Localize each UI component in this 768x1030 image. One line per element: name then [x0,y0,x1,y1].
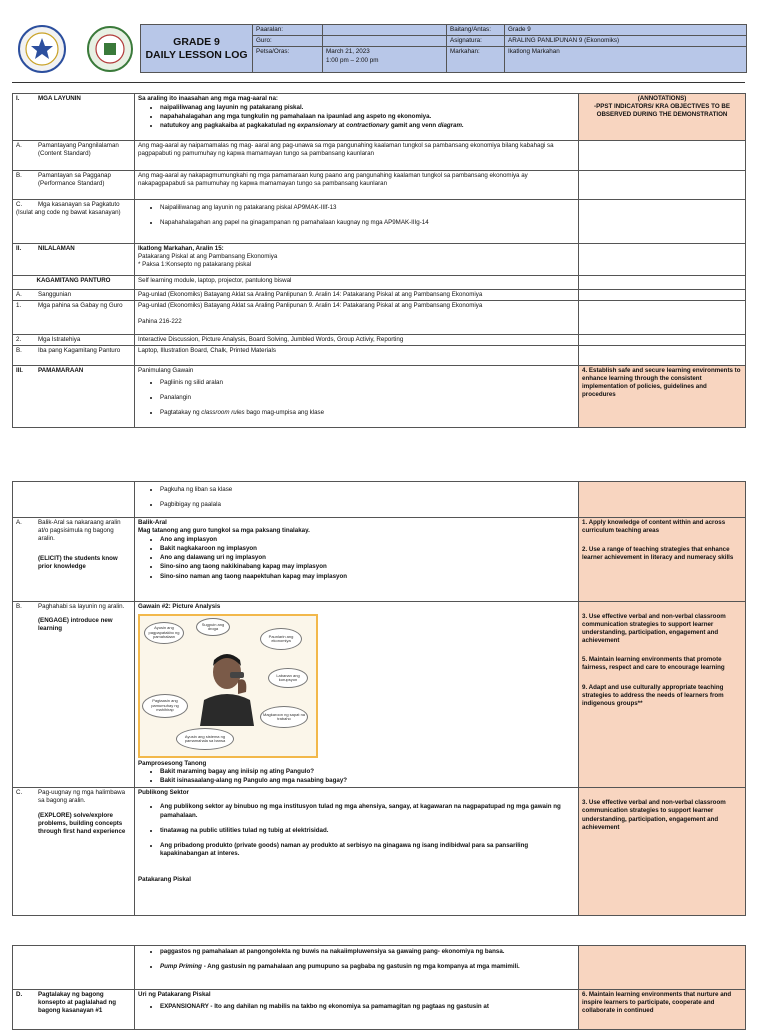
empty-label-top3 [13,946,135,990]
kagamitang-panturo-text: Self learning module, laptop, projector, pantulong biswal [135,276,579,290]
layunin-3d: contractionary [346,122,390,130]
balik-aral-annotations [579,518,746,602]
title-line2: DAILY LESSON LOG [145,48,248,61]
markahan-label: Markahan: [447,47,505,73]
top3-2b: - Ang gastusin ng pamahalaan ang pumupuno sa pagbaba ng gastusin ng mga kompanya at mga mamimili. [203,963,520,971]
b2a-q4: • Sino-sino ang taong nakikinabang kapag may implasyon [160,563,575,571]
petsa-label: Petsa/Oras: [253,47,323,73]
b2b-prose-1: • Bakit maraming bagay ang iniisip ng ating Pangulo? [160,768,575,776]
oras-value: 1:00 pm – 2:00 pm [326,56,379,64]
annotations-title: (ANNOTATIONS) [637,95,687,102]
paaralan-label: Paaralan: [253,25,323,36]
bubble-4: Labanan ang korupsyon [268,668,308,688]
b2a-q3: • Ano ang dalawang uri ng implasyon [160,554,575,562]
b2c-item-3: • Ang pribadong produkto (private goods) naman ay produkto at serbisyo na ginagawa ng isang indibidwal para sa pansariling kapakinabangan at interes. [160,842,575,858]
top3-2a: Pump Priming [160,963,202,971]
top3-content [135,946,579,990]
ii-label: NILALAMAN [38,245,75,252]
a-label: Pamantayang Pangnilalaman (Content Standard) [38,142,119,158]
b-num: B. [16,172,22,179]
title-cell [141,25,253,73]
annotations-sub: -PPST INDICATORS/ KRA OBJECTIVES TO BE OBSERVED DURING THE DEMONSTRATION [594,103,730,119]
b2b-engage: (ENGAGE) introduce new learning [38,617,113,633]
iba-pang-label-cell [13,346,135,366]
bubble-1: Ayusin ang pagpapatakbo ng pamahalaan [144,622,184,644]
gabay-text: Pag-unlad (Ekonomiks) Batayang Aklat sa Araling Panlipunan 9. Aralin 14: Patakarang Piskal at ang Pambansang Ekonomiya [138,302,483,310]
ii-title: Ikatlong Markahan, Aralin 15: [138,245,224,252]
empty-anno-a [579,141,746,171]
performance-standard-label-cell [13,171,135,200]
content-standard-text: Ang mag-aaral ay naipamamalas ng mag- aaral ang pag-unawa sa mga pangunahing kaalaman tungkol sa pambansang ekonomiya bilang kabahagi sa pagpapabuti ng pamumuhay ng kapwa mamamayan tungo sa pambansang kaunlaran [135,141,579,171]
layunin-label: MGA LAYUNIN [38,95,81,102]
ib-num: B. [16,347,22,355]
petsa-value: March 21, 2023 [326,48,370,56]
kagamitang-panturo-label: KAGAMITANG PANTURO [13,276,135,290]
bubble-5: Pagtaasin ang pamumuhay ng mahihirap [142,694,188,718]
b2b-label: Paghahabi sa layunin ng aralin. [38,603,125,611]
st-label: Mga Istratehiya [38,336,81,344]
b2c-label: Pag-uugnay ng mga halimbawa sa bagong aralin. [38,789,126,805]
layunin-num: I. [16,95,20,102]
g-num: 1. [16,302,22,310]
nilalaman-label-cell [13,244,135,276]
top3-item-2 [160,963,575,971]
ii-num: II. [16,245,22,252]
b2b-anno9: 9. Adapt and use culturally appropriate teaching strategies to address the needs of learners from indigenous groups** [582,683,724,707]
b2b-prose-title: Pamprosesong Tanong [138,760,207,768]
b2c-item-1: • Ang publikong sektor ay binubuo ng mga institusyon tulad ng mga ahensiya, sangay, at kagawaran na nagpapatupad ng mga gawain ng pamahalaan. [160,803,575,819]
lesson-table-3 [12,945,746,1030]
ii-line3: * Paksa 1:Konsepto ng patakarang piskal [138,261,252,269]
header-table [140,24,747,73]
ii-line2: Patakarang Piskal at ang Pambansang Ekonomiya [138,253,278,261]
bubble-7: Ayusin ang sistema ng pamamahala sa bansa [176,728,234,750]
top2-item-1: • Pagkuha ng liban sa klase [160,486,575,494]
pag-uugnay-label-cell [13,788,135,916]
empty-anno-ii [579,244,746,276]
gabay-page: Pahina 216-222 [138,318,182,326]
lesson-table-2 [12,481,746,916]
kasanayan-item-1: • Naipaliliwanag ang layunin ng patakarang piskal AP9MAK-IIIf-13 [160,204,575,212]
c-num: C. [16,201,23,208]
layunin-item-1: • naipaliliwanag ang layunin ng patakarang piskal. [160,104,575,112]
b2b-prose-2: • Bakit isinasaalang-alang ng Pangulo ang mga nasabing bagay? [160,777,575,785]
logo-school [84,24,136,74]
b2b-title: Gawain #2: Picture Analysis [138,603,221,611]
bubble-2: Sugpuin ang droga [196,618,230,636]
pamamaraan-content [135,366,579,428]
b2a-num: A. [16,519,22,527]
iii-item-1: • Pagliinis ng silid aralan [160,379,575,387]
b2a-elicit: (ELICIT) the students know prior knowledge [38,555,118,571]
pag-uugnay-content [135,788,579,916]
bubble-3: Paunlarin ang ekonomiya [260,628,302,650]
title-line1: GRADE 9 [173,35,220,48]
b3d-title: Uri ng Patakarang Piskal [138,991,211,998]
ib-label: Iba pang Kagamitang Panturo [38,347,121,355]
b2c-explore: (EXPLORE) solve/explore problems, building concepts through first hand experience [38,811,126,835]
b2b-anno5: 5. Maintain learning environments that promote fairness, respect and care to encourage learning [582,656,725,672]
layunin-3b: expansionary [297,122,338,130]
top2-content [135,482,579,518]
c-label: Mga kasanayan sa Pagkatuto [38,201,120,208]
sa-label: Sanggunian [38,291,72,298]
layunin-item-3 [160,122,575,130]
layunin-intro: Sa araling ito inaasahan ang mga mag-aaral na: [138,95,278,102]
logo-deped [12,24,72,74]
iii-num: III. [16,367,23,375]
kasanayan-label-cell [13,200,135,244]
b2a-anno1: 1. Apply knowledge of content within and across curriculum teaching areas [582,519,726,535]
nilalaman-content [135,244,579,276]
layunin-content [135,94,579,141]
layunin-3a: natutukoy ang pagkakaiba at pagkakatulad ng [160,122,296,130]
layunin-3c: at [338,122,345,130]
st-num: 2. [16,336,22,344]
paaralan-value [323,25,447,36]
content-standard-label-cell [13,141,135,171]
b3d-item-1: • EXPANSIONARY - Ito ang dahilan ng mabilis na takbo ng ekonomiya sa pamamagitan ng pagtaas ng gastusin at [160,1003,575,1011]
iii-item-3 [160,409,575,417]
b2a-q5: • Sino-sino naman ang taong naapektuhan kapag may implasyon [160,573,575,581]
picture-analysis-image [138,614,318,758]
sanggunian-label-cell [13,290,135,301]
guro-label: Guro: [253,36,323,47]
istratehiya-label-cell [13,335,135,346]
layunin-3f: diagram. [437,122,464,130]
kasanayan-item-2: • Napahahalagahan ang papel na ginagampanan ng pamahalaan kaugnay ng mga AP9MAK-IIIg-14 [160,219,575,227]
b3d-num: D. [16,991,23,998]
a-num: A. [16,142,22,149]
iii-label: PAMAMARAAN [38,367,84,375]
gabay-label-cell [13,301,135,335]
balik-aral-content [135,518,579,602]
gabay-content [135,301,579,335]
empty-anno-st [579,335,746,346]
iba-pang-text: Laptop, Illustration Board, Chalk, Printed Materials [135,346,579,366]
baitang-label: Baitang/Antas: [447,25,505,36]
guro-value [323,36,447,47]
top2-item-2: • Pagbibigay ng paalala [160,501,575,509]
c-label2: (Isulat ang code ng bawat kasanayan) [16,209,121,217]
b2c-anno3: 3. Use effective verbal and non-verbal classroom communication strategies to support learner understanding, participation, engagement and achievement [582,799,726,831]
empty-anno-sa [579,290,746,301]
empty-anno-top3 [579,946,746,990]
empty-label-top2 [13,482,135,518]
b2c-num: C. [16,789,23,797]
b2a-intro: Mag tatanong ang guro tungkol sa mga paksang tinalakay. [138,527,310,535]
iii-title: Panimulang Gawain [138,367,194,375]
pag-uugnay-annotation [579,788,746,916]
pamamaraan-label-cell [13,366,135,428]
anno-4: 4. Establish safe and secure learning environments to enhance learning through the consistent implementation of policies, guidelines and procedures [579,366,746,428]
empty-anno-g [579,301,746,335]
b3d-anno6: 6. Maintain learning environments that nurture and inspire learners to participate, cooperate and collaborate in continued [579,990,746,1030]
paghahabi-label-cell [13,602,135,788]
b2c-item-2: • tinatawag na public utilities tulad ng tubig at elektrisidad. [160,827,575,835]
b2c-title: Publikong Sektor [138,789,189,797]
b2b-anno3: 3. Use effective verbal and non-verbal classroom communication strategies to support learner understanding, participation, engagement and achievement [582,613,726,645]
layunin-item-2: • napahahalagahan ang mga tungkulin ng pamahalaan na ipaunlad ang aspeto ng ekonomiya. [160,113,575,121]
b2b-num: B. [16,603,22,611]
empty-anno-top2 [579,482,746,518]
petsa-cell [323,47,447,73]
iii-item-2: • Panalangin [160,394,575,402]
asignatura-value: ARALING PANLIPUNAN 9 (Ekonomiks) [505,36,747,47]
b2c-piskal: Patakarang Piskal [138,875,191,883]
sa-num: A. [16,291,22,298]
president-figure [194,642,260,726]
empty-anno-ib [579,346,746,366]
b2a-label: Balik-Aral sa nakaraang aralin at/o pagsisimula ng bagong aralin. [38,519,121,543]
paghahabi-annotations [579,602,746,788]
b3d-label: Pagtalakay ng bagong konsepto at paglalahad ng bagong kasanayan #1 [38,991,117,1015]
lesson-table-1 [12,93,746,428]
iii-3c: bago mag-umpisa ang klase [246,409,325,417]
paghahabi-content [135,602,579,788]
baitang-value: Grade 9 [505,25,747,36]
empty-anno-kp [579,276,746,290]
layunin-label-cell [13,94,135,141]
iii-3a: Pagtatakay ng [160,409,200,417]
b-label: Pamantayan sa Pagganap (Performance Standard) [38,172,111,188]
istratehiya-text: Interactive Discussion, Picture Analysis, Board Solving, Jumbled Words, Group Activiy, Reporting [135,335,579,346]
kasanayan-content [135,200,579,244]
layunin-3e: gamit ang venn [390,122,437,130]
empty-anno-c [579,200,746,244]
b2a-anno2: 2. Use a range of teaching strategies that enhance learner achievement in literacy and numeracy skills [582,546,734,562]
top3-item-1: • paggastos ng pamahalaan at pangongolekta ng buwis na nakaiimpluwensiya sa gawaing pang- ekonomiya ng bansa. [160,948,575,956]
bubble-6: Magkaroon ng sapat na trabaho [260,706,308,728]
annotations-header [579,94,746,141]
iii-3b: classroom rules [201,409,245,417]
markahan-value: Ikatlong Markahan [505,47,747,73]
sanggunian-text: Pag-unlad (Ekonomiks) Batayang Aklat sa Araling Panlipunan 9. Aralin 14: Patakarang Piskal at ang Pambansang Ekonomiya [135,290,579,301]
g-label: Mga pahina sa Gabay ng Guro [38,302,123,310]
b2a-title: Balik-Aral [138,519,167,527]
balik-aral-label-cell [13,518,135,602]
b2a-q2: • Bakit nagkakaroon ng implasyon [160,545,575,553]
empty-anno-b [579,171,746,200]
b2a-q1: • Ano ang implasyon [160,536,575,544]
header-divider [12,82,745,83]
performance-standard-text: Ang mag-aaral ay nakapagmumungkahi ng mga pamamaraan kung paano ang pangunahing kaalaman tungkol sa pambansang ekonomiya ay nakapagpapabuti sa pamumuhay ng kapwa mamamayan tungo sa pambansang kaunlaran [135,171,579,200]
asignatura-label: Asignatura: [447,36,505,47]
